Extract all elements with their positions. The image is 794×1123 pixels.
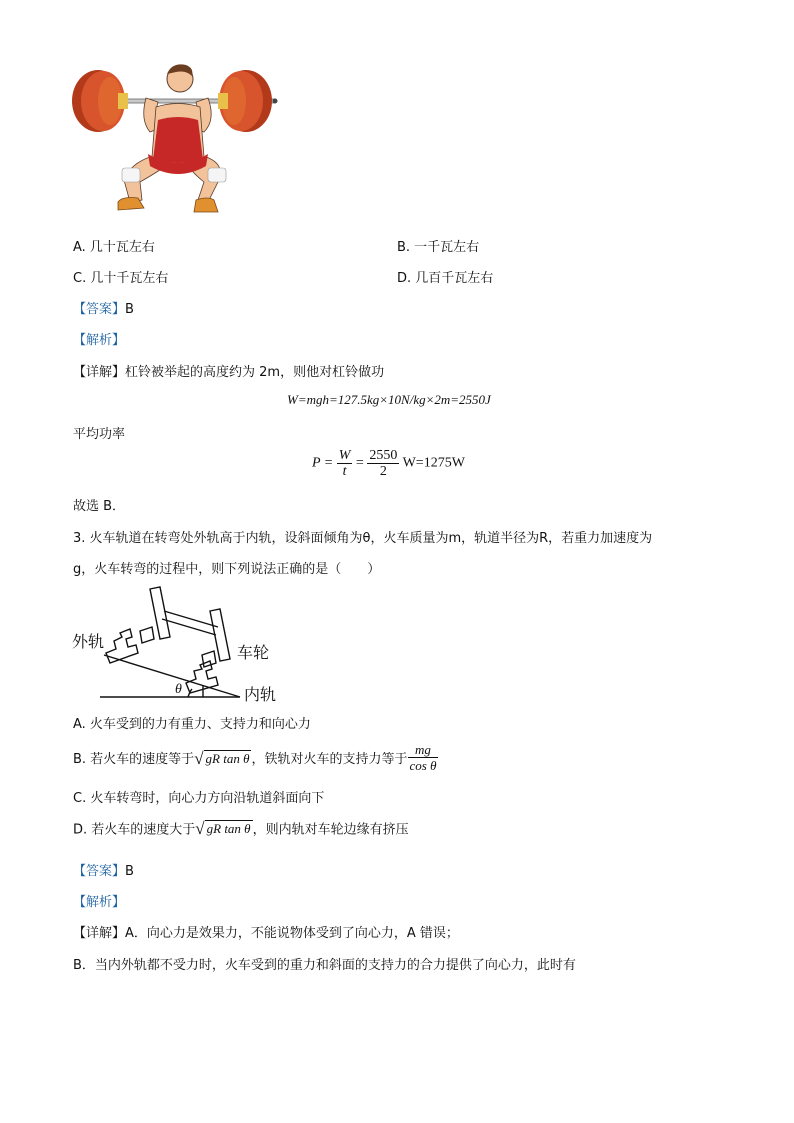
q2-conclusion: 故选 B． [73,499,126,514]
equals-sign: = [355,455,364,471]
q3-detail-b: B．当内外轨都不受力时，火车受到的重力和斜面的支持力的合力提供了向心力，此时有 [73,958,576,973]
power-label: 平均功率 [73,427,126,442]
fraction-numerator: mg [408,742,439,758]
fraction-2550-over-2 [367,448,399,479]
analysis-tag: 【解析】 [73,895,126,910]
detail-tag: 【详解】 [73,365,126,380]
option-d-suffix: ，则内轨对车轮边缘有挤压 [252,822,409,838]
q3-stem-line1: 3. 火车轨道在转弯处外轨高于内轨，设斜面倾角为θ，火车质量为m，轨道半径为R，若重力加速度为 [73,531,653,546]
detail-tag: 【详解】 [73,926,126,941]
q3-answer-line [73,860,134,879]
sqrt-expression: √ gR tan θ [194,748,250,768]
answer-value: B [125,864,134,879]
sqrt-body: gR tan θ [206,821,251,836]
q3-option-a: A. 火车受到的力有重力、支持力和向心力 [73,717,311,732]
power-formula [312,448,465,479]
answer-tag: 【答案】 [73,864,126,879]
fraction-mg-over-cos [408,742,439,773]
detail-text: 杠铃被举起的高度约为 2m，则他对杠铃做功 [125,365,385,380]
option-b-middle: ，铁轨对火车的支持力等于 [251,752,408,767]
q2-option-d: D. 几百千瓦左右 [397,271,494,286]
label-inner-rail: 内轨 [244,685,277,704]
q2-option-b: B. 一千瓦左右 [397,240,480,255]
sqrt-body: gR tan θ [205,750,250,766]
q3-detail-a [73,922,459,941]
fraction-denominator: cos θ [409,758,437,773]
power-rhs: W=1275W [402,455,465,471]
detail-a-text: A．向心力是效果力，不能说物体受到了向心力，A 错误； [125,926,459,941]
q3-option-c: C. 火车转弯时，向心力方向沿轨道斜面向下 [73,791,325,806]
fraction-denominator: t [342,464,347,479]
option-d-prefix: D. 若火车的速度大于 [73,822,196,838]
q2-option-c: C. 几十千瓦左右 [73,271,169,286]
label-angle-theta: θ [175,682,182,697]
analysis-tag: 【解析】 [73,333,126,348]
q2-option-a: A. 几十瓦左右 [73,240,155,255]
fraction-denominator: 2 [379,464,387,479]
power-lhs: P = [312,455,334,471]
fraction-numerator: 2550 [369,448,398,463]
q3-option-b [73,742,438,773]
fraction-w-over-t [337,448,353,479]
sqrt-expression: √ gR tan θ [195,819,251,838]
label-wheel: 车轮 [237,643,270,662]
answer-value: B [125,302,134,317]
weightlifter-illustration [68,62,280,222]
q2-answer-line [73,298,134,317]
q3-stem-line2: g，火车转弯的过程中，则下列说法正确的是（ ） [73,562,381,577]
label-outer-rail: 外轨 [72,632,105,651]
work-formula: W=mgh=127.5kg×10N/kg×2m=2550J [287,392,491,407]
answer-tag: 【答案】 [73,302,126,317]
q3-option-d [73,818,409,838]
q2-detail-line [73,361,384,380]
fraction-numerator: W [338,448,351,463]
option-b-prefix: B. 若火车的速度等于 [73,752,195,767]
